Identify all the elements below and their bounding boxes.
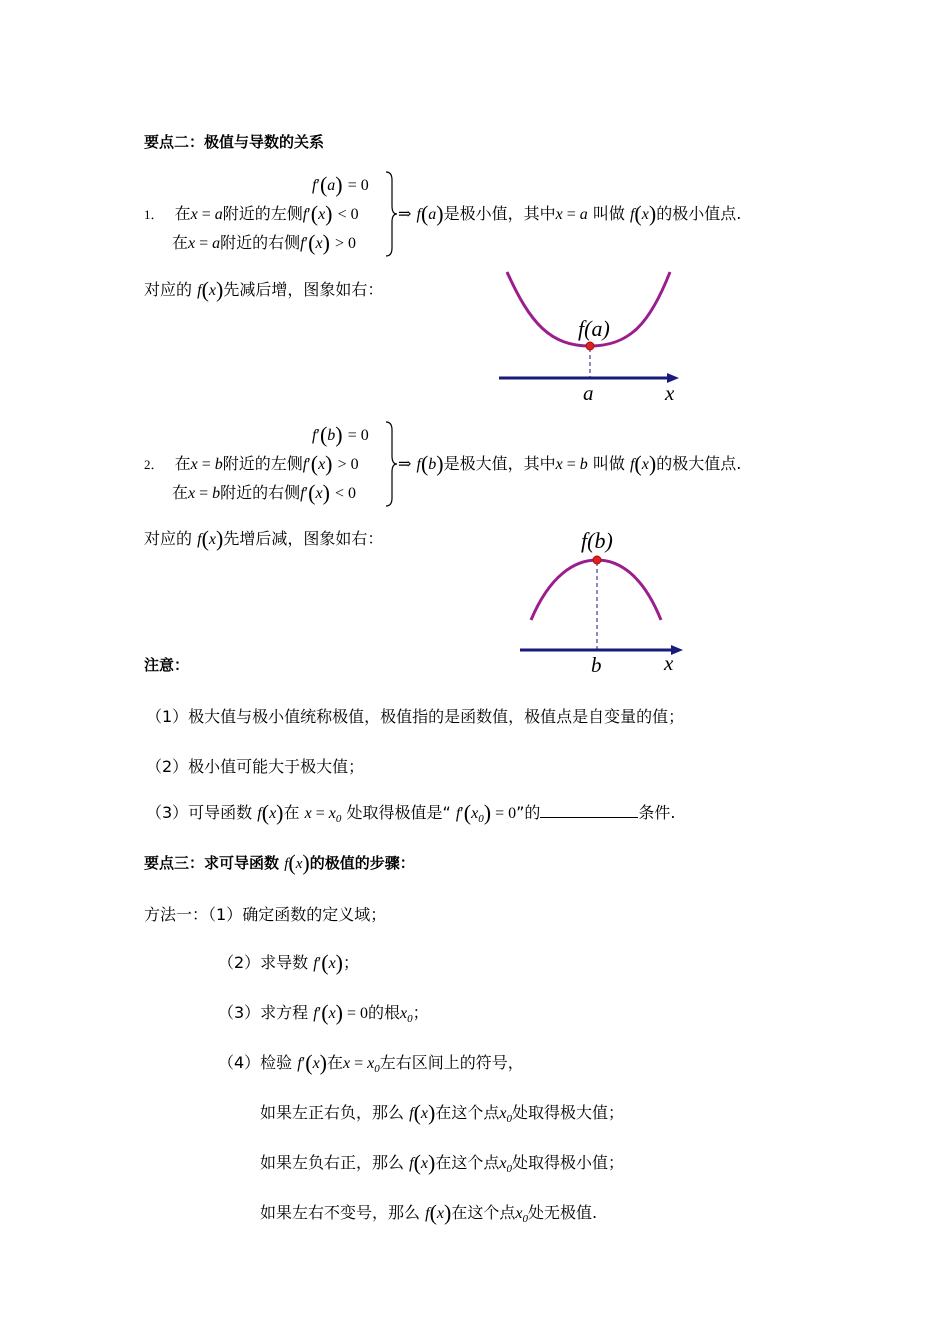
- case-none: 如果左右不变号，那么 f(x)在这个点$x_0$处无极值.: [260, 1200, 598, 1226]
- graph1-caption: 对应的 f(x)先减后增，图象如右：: [144, 277, 384, 302]
- item2-cond-bot: 在x = b附近的右侧f′(x) < 0: [172, 480, 357, 505]
- item1-cond-top: f′(a) = 0: [312, 172, 369, 197]
- graph1-x-tick: a: [583, 381, 594, 405]
- graph2-maximum: [515, 520, 690, 680]
- graph2-curve: [531, 560, 661, 620]
- graph2-x-tick: b: [591, 653, 602, 677]
- graph1-minimum: [495, 268, 685, 408]
- graph2-max-point: [593, 556, 601, 564]
- step-3: （3）求方程 f′(x) = 0的根$x_0$；: [218, 1000, 429, 1026]
- section2-heading: 要点二：极值与导数的关系: [144, 133, 325, 151]
- section3-heading: 要点三：求可导函数 f(x)的极值的步骤：: [144, 850, 415, 875]
- item2-cond-mid: 2． 在x = b附近的左侧f′(x) > 0: [144, 451, 359, 476]
- graph2-point-label: f(b): [581, 528, 613, 553]
- item2-conclusion: ⇒ f(b)是极大值，其中x = b 叫做 f(x)的极大值点.: [398, 451, 742, 476]
- item2-cond-top: f′(b) = 0: [312, 422, 369, 447]
- case-min: 如果左负右正，那么 f(x)在这个点$x_0$处取得极小值；: [260, 1150, 624, 1176]
- note-2: （2）极小值可能大于极大值；: [146, 757, 365, 776]
- notes-heading: 注意：: [144, 656, 190, 674]
- item1-cond-mid: 1． 在x = a附近的左侧f′(x) < 0: [144, 201, 359, 226]
- item1-cond-bot: 在x = a附近的右侧f′(x) > 0: [172, 230, 357, 255]
- graph1-axis-label: x: [665, 381, 675, 405]
- fill-in-blank[interactable]: [540, 803, 638, 818]
- item1-right-brace: [384, 170, 398, 258]
- method-one: 方法一：（1）确定函数的定义域；: [144, 905, 387, 924]
- item-number: 1．: [144, 207, 164, 222]
- graph1-min-point: [586, 342, 594, 350]
- step-4: （4）检验 f′(x)在$x = x_0$左右区间上的符号，: [218, 1050, 524, 1076]
- note-3: （3）可导函数 f(x)在 $x = x_0$ 处取得极值是“ $f'(x_0) = 0$”的 条件.: [146, 800, 676, 826]
- item1-conclusion: ⇒ f(a)是极小值，其中x = a 叫做 f(x)的极小值点.: [398, 201, 742, 226]
- graph1-point-label: f(a): [578, 316, 610, 341]
- item2-right-brace: [384, 420, 398, 508]
- graph2-axis-label: x: [664, 651, 674, 675]
- step-2: （2）求导数 f′(x)；: [218, 950, 360, 975]
- graph2-caption: 对应的 f(x)先增后减，图象如右：: [144, 526, 384, 551]
- note-1: （1）极大值与极小值统称极值，极值指的是函数值，极值点是自变量的值；: [146, 707, 685, 726]
- case-max: 如果左正右负，那么 f(x)在这个点$x_0$处取得极大值；: [260, 1100, 624, 1126]
- item-number: 2．: [144, 457, 164, 472]
